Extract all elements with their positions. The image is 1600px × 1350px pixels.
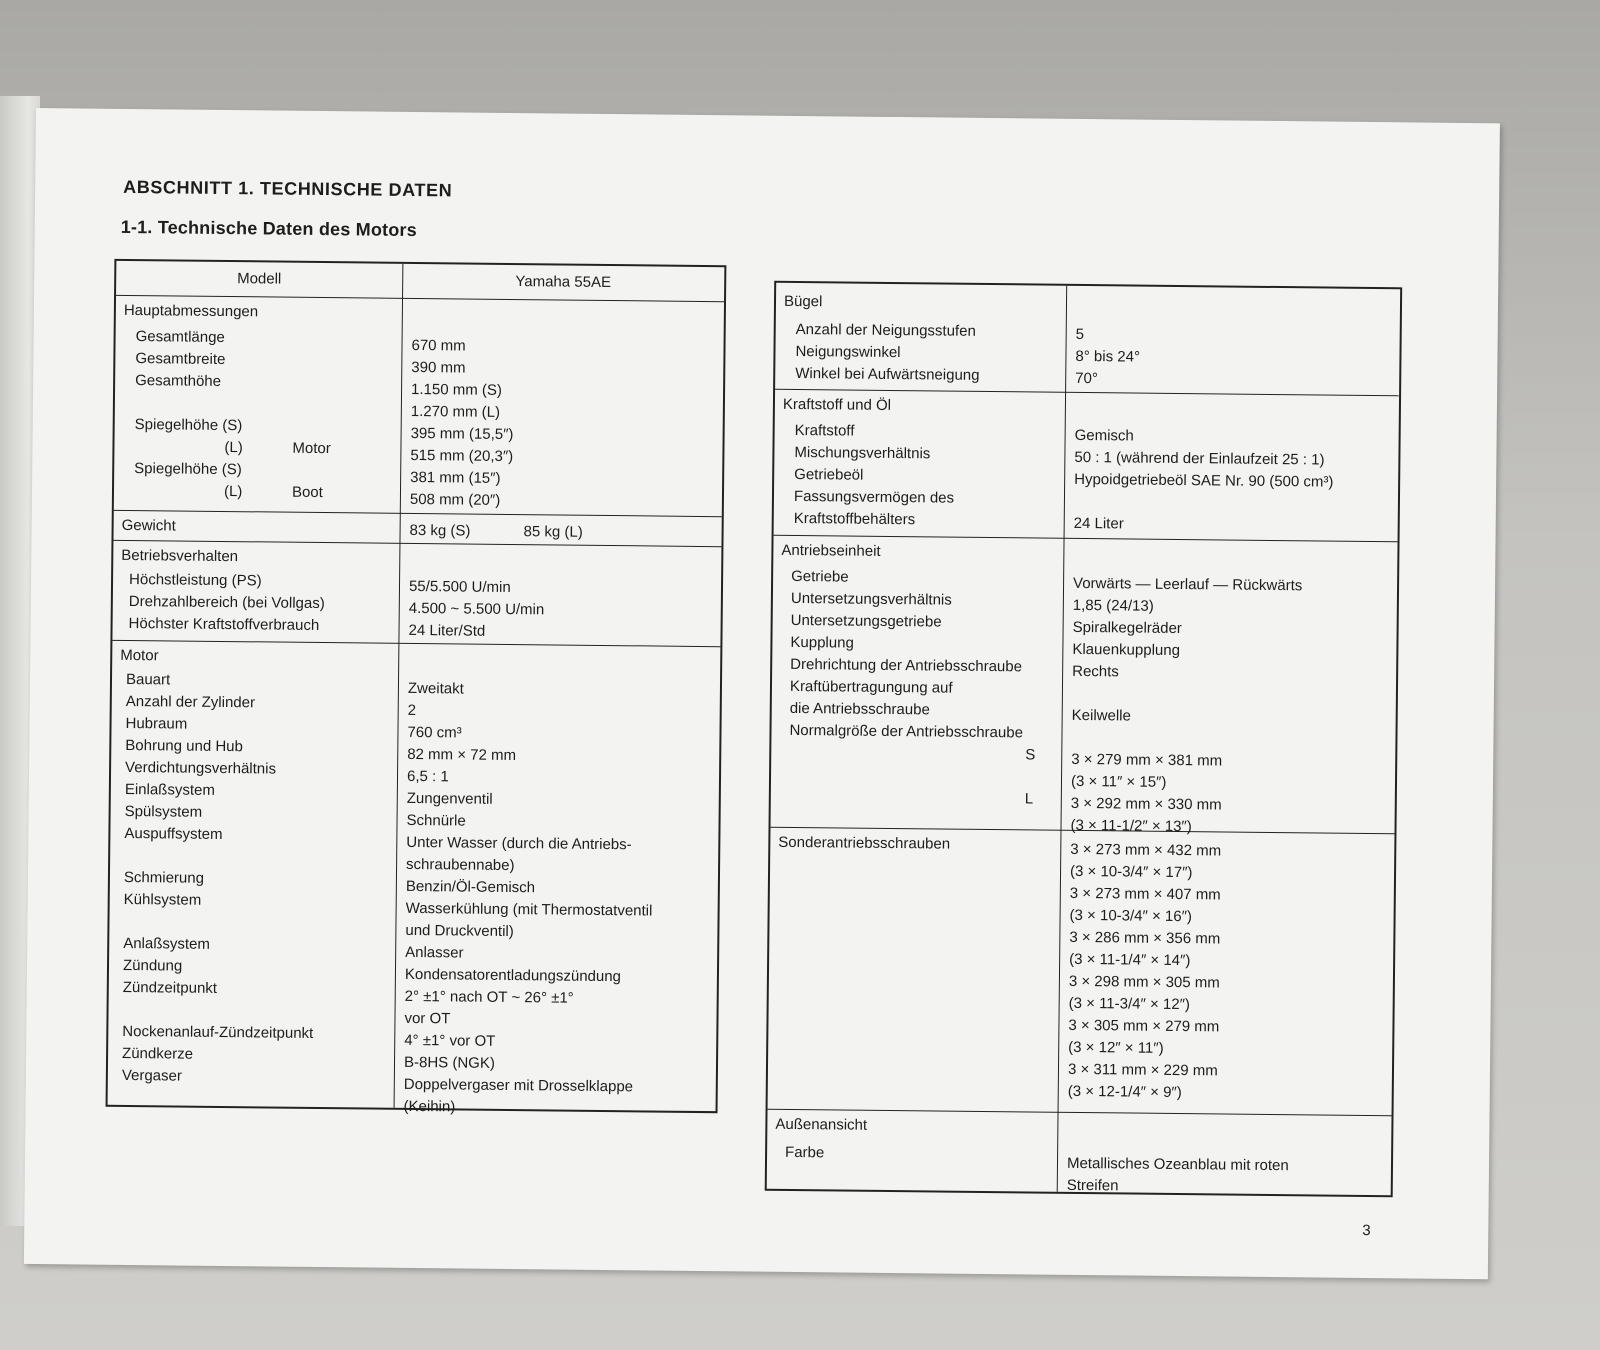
table-cell-value: Vorwärts — Leerlauf — Rückwärts (1072, 574, 1303, 595)
table-cell-label: Kupplung (790, 633, 854, 652)
drive-values (1070, 573, 1399, 840)
subsection-title: 1-1. Technische Daten des Motors (120, 216, 417, 240)
table-cell-value: (Keihin) (403, 1097, 456, 1116)
table-cell-value: 3 × 305 mm × 279 mm (1068, 1016, 1220, 1036)
propeller-s-label: S (1025, 746, 1036, 764)
group-aussenansicht (767, 1109, 1392, 1196)
table-cell-label: Einlaßsystem (124, 780, 215, 799)
group-kraftstoff (774, 389, 1399, 542)
table-cell-value: 381 mm (15″) (410, 468, 501, 487)
group-motor (108, 640, 721, 1116)
table-cell-label: Schmierung (123, 868, 205, 887)
table-cell-value: 390 mm (411, 358, 466, 377)
dimension-values (410, 335, 712, 514)
table-cell-value: 395 mm (15,5″) (410, 424, 514, 444)
table-cell-value: Rechts (1072, 662, 1119, 681)
performance-values (408, 576, 709, 645)
table-cell-label: (L) (224, 438, 243, 457)
page-number: 3 (1362, 1221, 1371, 1240)
group-label: Gewicht (121, 516, 176, 535)
fuel-labels (794, 420, 1065, 533)
table-cell-value: 1.150 mm (S) (410, 380, 503, 399)
table-cell-value: (3 × 12-1/4″ × 9″) (1067, 1082, 1182, 1102)
table-cell-value: Benzin/Öl-Gemisch (405, 877, 536, 897)
table-cell-label (124, 845, 394, 870)
outboard-spec-table (765, 281, 1402, 1198)
table-cell-value: 1.270 mm (L) (410, 402, 501, 421)
table-cell-value: 5 (1075, 325, 1085, 343)
manual-page (24, 108, 1500, 1279)
dimension-labels (134, 326, 286, 504)
bracket-values (1075, 324, 1396, 393)
propeller-l-label: L (1024, 790, 1034, 808)
table-cell-value: Wasserkühlung (mit Thermostatventil (405, 899, 653, 920)
table-cell-value: 1,85 (24/13) (1072, 596, 1154, 615)
table-cell-label: Gesamtbreite (135, 350, 226, 368)
table-cell-value: 3 × 279 mm × 381 mm (1071, 750, 1223, 770)
table-cell-label: Untersetzungsverhältnis (790, 589, 952, 609)
table-cell-value: 760 cm³ (407, 723, 462, 742)
table-cell-label: Gesamtlänge (135, 328, 225, 346)
table-cell-value: und Druckventil) (405, 921, 514, 941)
table-cell-value: Keilwelle (1071, 706, 1131, 725)
group-hauptabmessungen (114, 295, 724, 516)
group-label: Antriebseinheit (781, 541, 881, 560)
table-cell-value: Gemisch (1074, 426, 1134, 445)
table-cell-label: Spülsystem (124, 802, 203, 821)
table-cell-label: Spiegelhöhe (S) (134, 460, 242, 479)
table-cell-value: 3 × 311 mm × 229 mm (1067, 1060, 1218, 1080)
group-label: Sonderantriebsschrauben (778, 833, 951, 853)
section-title: ABSCHNITT 1. TECHNISCHE DATEN (123, 176, 453, 201)
table-cell-label: Höchstleistung (PS) (128, 571, 262, 590)
header-model-value: Yamaha 55AE (515, 273, 612, 292)
table-cell-value: Hypoidgetriebeöl SAE Nr. 90 (500 cm³) (1074, 470, 1334, 491)
motor-sublabel: Motor (292, 439, 331, 458)
group-label: Hauptabmessungen (123, 301, 259, 321)
table-cell-value: Zweitakt (407, 679, 464, 698)
table-cell-label: Auspuffsystem (124, 824, 223, 843)
table-cell-label: Drehzahlbereich (bei Vollgas) (128, 592, 325, 613)
table-cell-label: Normalgröße der Antriebsschraube (789, 721, 1024, 742)
table-cell-value: (3 × 11-1/4″ × 14″) (1069, 950, 1191, 970)
table-cell-value: Spiralkegelräder (1072, 618, 1182, 638)
group-sonderantriebsschrauben (768, 827, 1395, 1116)
table-cell-value: Doppelvergaser mit Drosselklappe (403, 1075, 634, 1096)
table-cell-value: Kondensatorentladungszündung (404, 965, 622, 986)
table-cell-label: Spiegelhöhe (S) (134, 416, 243, 435)
exterior-values (1067, 1153, 1393, 1200)
engine-labels (122, 669, 396, 1090)
group-betriebsverhalten (112, 540, 721, 646)
table-cell-value: Anlasser (405, 943, 464, 962)
table-cell-label: Neigungswinkel (795, 342, 901, 362)
bracket-labels (795, 319, 1066, 388)
table-cell-value: 6,5 : 1 (406, 767, 449, 786)
table-cell-label: Untersetzungsgetriebe (790, 611, 942, 631)
performance-labels (128, 569, 399, 638)
table-cell-label: Bauart (125, 670, 171, 689)
table-cell-label: Fassungsvermögen des (793, 487, 955, 507)
boot-sublabel: Boot (291, 483, 323, 502)
table-cell-label: Winkel bei Aufwärtsneigung (795, 364, 980, 384)
table-cell-label: die Antriebsschraube (789, 699, 930, 719)
engine-values (403, 678, 718, 1121)
table-cell-value: (3 × 10-3/4″ × 17″) (1069, 862, 1193, 882)
table-cell-value: 2° ±1° nach OT ~ 26° ±1° (404, 987, 574, 1007)
table-cell-label: Getriebeöl (794, 465, 864, 484)
table-cell-value: 670 mm (411, 336, 466, 355)
table-cell-label (135, 392, 285, 416)
header-model-label: Modell (237, 270, 282, 288)
table-cell-value: (3 × 10-3/4″ × 16″) (1069, 906, 1193, 926)
group-label: Motor (120, 646, 159, 665)
table-cell-value: (3 × 12″ × 11″) (1068, 1038, 1164, 1057)
table-cell-value: 3 × 273 mm × 432 mm (1070, 840, 1222, 860)
table-cell-label: Kühlsystem (123, 890, 202, 909)
table-cell-value: 515 mm (20,3″) (410, 446, 514, 466)
table-cell-label: Kraftstoffbehälters (793, 509, 916, 529)
table-cell-label: Farbe (785, 1143, 825, 1162)
special-propeller-values (1068, 839, 1397, 1106)
table-cell-label: Anzahl der Zylinder (125, 692, 256, 712)
table-cell-value: Metallisches Ozeanblau mit roten (1066, 1154, 1289, 1175)
table-cell-value: 24 Liter/Std (408, 621, 486, 640)
table-cell-value: 82 mm × 72 mm (407, 745, 517, 765)
table-cell-value: 55/5.500 U/min (408, 577, 511, 596)
table-cell-label: Anzahl der Neigungsstufen (795, 320, 976, 340)
table-cell-value: Klauenkupplung (1072, 640, 1181, 660)
table-cell-value: 4.500 ~ 5.500 U/min (408, 599, 545, 619)
group-buegel (775, 283, 1400, 396)
weight-l-value: 85 kg (L) (523, 523, 583, 541)
table-cell-value: 3 × 298 mm × 305 mm (1068, 972, 1220, 992)
table-cell-value: (3 × 11-1/2″ × 13″) (1070, 816, 1192, 836)
table-cell-value: 50 : 1 (während der Einlaufzeit 25 : 1) (1074, 448, 1325, 469)
fuel-values (1074, 425, 1401, 538)
group-label: Bügel (783, 292, 823, 311)
table-cell-value: 3 × 292 mm × 330 mm (1070, 794, 1222, 814)
table-cell-label: Kraftübertragungung auf (789, 677, 953, 697)
table-cell-label: Anlaßsystem (123, 934, 211, 953)
table-cell-value: 4° ±1° vor OT (404, 1031, 496, 1050)
table-cell-label: (L) (223, 482, 243, 501)
table-cell-label: Gesamthöhe (135, 372, 222, 390)
table-cell-value: (3 × 11″ × 15″) (1070, 772, 1167, 791)
table-cell-value: Streifen (1066, 1176, 1119, 1195)
group-label: Betriebsverhalten (121, 546, 239, 566)
table-cell-label: Vergaser (121, 1066, 183, 1085)
table-cell-label (123, 911, 393, 936)
table-cell-label: Zündzeitpunkt (122, 978, 218, 997)
table-cell-value: 70° (1075, 369, 1099, 388)
table-cell-value: schraubennabe) (406, 855, 515, 875)
table-cell-value: 8° bis 24° (1075, 347, 1141, 366)
table-cell-label (122, 999, 392, 1024)
group-label: Kraftstoff und Öl (782, 395, 892, 414)
table-cell-value: 2 (407, 701, 417, 720)
table-cell-value: (3 × 11-3/4″ × 12″) (1068, 994, 1191, 1014)
exterior-labels (785, 1142, 1045, 1167)
table-cell-value: 3 × 273 mm × 407 mm (1069, 884, 1221, 904)
table-cell-value: vor OT (404, 1009, 451, 1028)
table-cell-label: Drehrichtung der Antriebsschraube (790, 655, 1023, 676)
table-cell-value: Schnürle (406, 811, 466, 830)
table-cell-label: Zündkerze (122, 1044, 194, 1063)
table-cell-value: Unter Wasser (durch die Antriebs- (406, 833, 632, 854)
drive-labels (789, 566, 1063, 745)
table-cell-label: Hubraum (125, 714, 188, 733)
table-cell-value: B-8HS (NGK) (403, 1053, 495, 1072)
group-label: Außenansicht (775, 1115, 868, 1134)
table-cell-label: Mischungsverhältnis (794, 443, 931, 463)
table-cell-value: Zungenventil (406, 789, 493, 808)
table-cell-label: Nockenanlauf-Zündzeitpunkt (122, 1022, 314, 1042)
table-cell-value: 508 mm (20″) (409, 490, 501, 509)
table-cell-value: 3 × 286 mm × 356 mm (1069, 928, 1221, 948)
table-cell-label: Zündung (122, 956, 183, 975)
table-cell-label: Höchster Kraftstoffverbrauch (128, 614, 320, 634)
engine-spec-table (106, 259, 727, 1116)
table-cell-label: Verdichtungsverhältnis (125, 758, 277, 778)
table-cell-value: 24 Liter (1073, 514, 1124, 533)
weight-s-value: 83 kg (S) (409, 521, 471, 540)
table-cell-label: Kraftstoff (794, 421, 855, 440)
group-antriebseinheit (771, 535, 1398, 834)
table-cell-label: Bohrung und Hub (125, 736, 244, 756)
table-cell-label: Getriebe (791, 567, 849, 586)
